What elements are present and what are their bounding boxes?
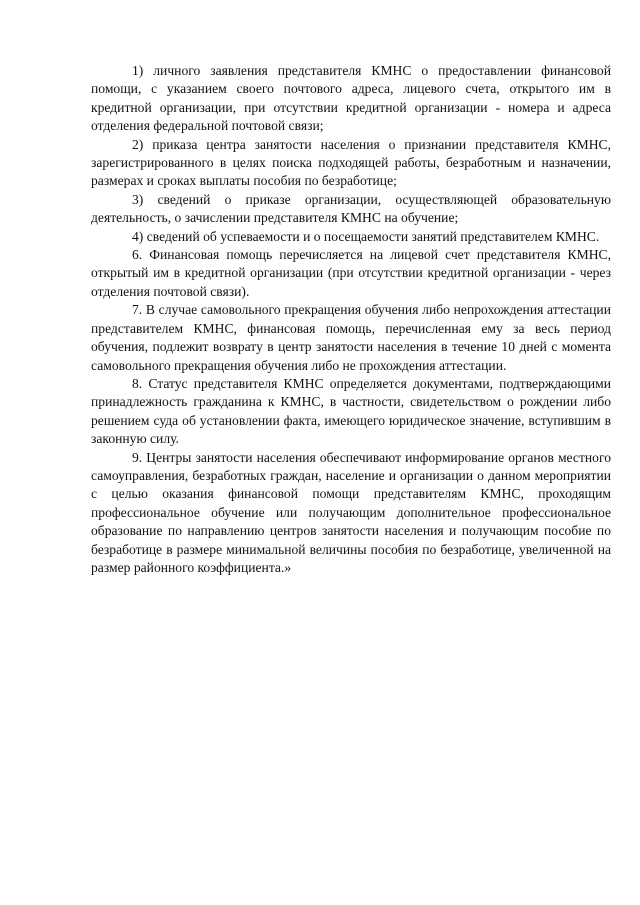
paragraph-clause-6: 6. Финансовая помощь перечисляется на лицевой счет представителя КМНС, открытый им в кредитной организации (при отсутствии кредитной организации - через отделения почтовой связи). — [91, 247, 611, 299]
paragraph-item-4: 4) сведений об успеваемости и о посещаемости занятий представителем КМНС. — [132, 228, 600, 244]
paragraph-clause-9: 9. Центры занятости населения обеспечивают информирование органов местного самоуправления, безработных граждан, население и организации о данном мероприятии с целью оказания финансовой помощи представителям КМНС, проходящим профессиональное обучение или получающим дополнительное профессиональное образование по направлению центров занятости населения и получающим пособие по безработице в размере минимальной величины пособия по безработице, увеличенной на размер районного коэффициента.» — [91, 449, 611, 575]
paragraph-clause-8: 8. Статус представителя КМНС определяется документами, подтверждающими принадлежность гражданина к КМНС, в частности, свидетельством о рождении либо решением суда об установлении факта, имеющего юридическое значение, вступившим в законную силу. — [91, 375, 611, 447]
paragraph-item-2: 2) приказа центра занятости населения о признании представителя КМНС, зарегистрированного в целях поиска подходящей работы, безработным и назначении, размерах и сроках выплаты пособия по безработице; — [91, 136, 611, 189]
paragraph-item-1: 1) личного заявления представителя КМНС о предоставлении финансовой помощи, с указанием своего почтового адреса, лицевого счета, открытого им в кредитной организации, при отсутствии кредитной организации - номера и адреса отделения федеральной почтовой связи; — [91, 63, 611, 134]
document-body — [91, 62, 611, 577]
paragraph-item-3: 3) сведений о приказе организации, осуществляющей образовательную деятельность, о зачислении представителя КМНС на обучение; — [91, 191, 611, 226]
paragraph-clause-7: 7. В случае самовольного прекращения обучения либо непрохождения аттестации представителем КМНС, финансовая помощь, перечисленная ему за весь период обучения, подлежит возврату в центр занятости населения в течение 10 дней с момента самовольного прекращения обучения либо не прохождения аттестации. — [91, 302, 611, 373]
